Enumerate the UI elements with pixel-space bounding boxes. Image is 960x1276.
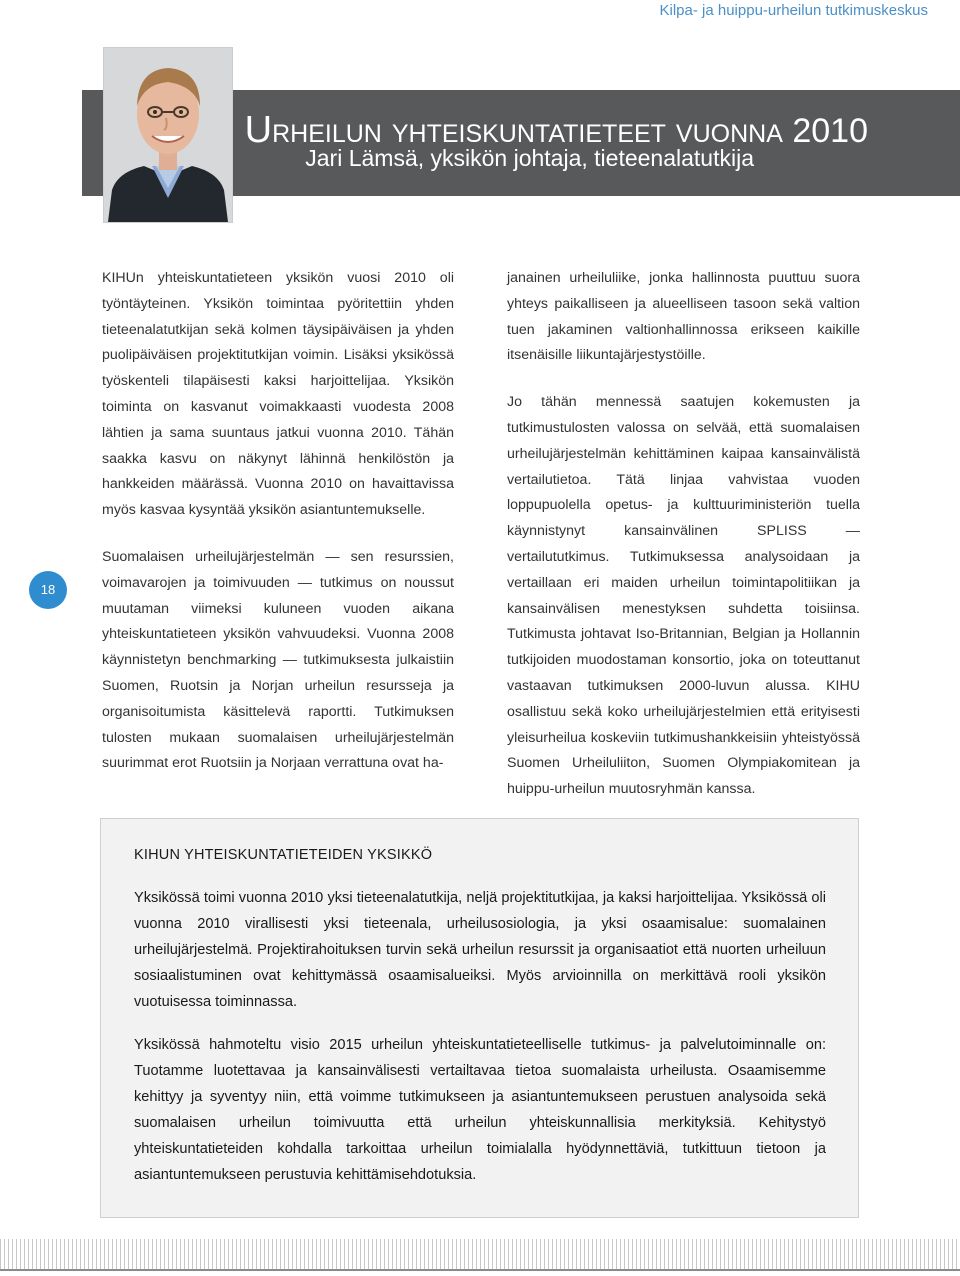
page-title-text: rheilun yhteiskuntatieteet vuonna (272, 109, 783, 150)
right-paragraph: Jo tähän mennessä saatujen kokemusten ja tutkimustulosten valossa on selvää, että suomalaisen urheilujärjestelmän kehittäminen kaipaa kansainvälistä vertailutietoa. Tätä linjaa vahvistaa vuoden loppupuolella opetus- ja kulttuuriministeriön tuella käynnistynyt kansainvälinen SPLISS — vertailututkimus. Tutkimuksessa analysoidaan ja vertaillaan eri maiden urheilun toimintapolitiikan ja kansainvälisen menestyksen suhdetta toisiinsa. Tutkimusta johtavat Iso-Britannian, Belgian ja Hollannin tutkijoiden muodostaman konsortio, joka on toteuttanut vastaavan tutkimuksen 2000-luvun alussa. KIHU osallistuu sekä koko urheilujärjestelmien että erityisesti yleisurheilua koskeviin tutkimushankkeisiin yhteistyössä Suomen Urheiluliiton, Suomen Olympiakomitean ja huippu-urheilun muutosryhmän kanssa. (507, 394, 860, 798)
right-column (507, 266, 860, 803)
left-column (102, 266, 454, 777)
page-number-badge: 18 (29, 571, 67, 609)
info-box-paragraph: Yksikössä hahmoteltu visio 2015 urheilun yhteiskuntatieteelliselle tutkimus- ja palvelutoiminnalle on: Tuotamme luotettavaa ja kansainvälisesti vertailtavaa tietoa suomalaista urheilusta. Osaamisemme kehittyy ja syventyy niin, että voimme tutkimukseen ja asiantuntemukseen perustuen analysoida sekä suomalaisen urheilun toimivuutta että urheilun yhteiskunnallisia merkityksiä. Kehitystyö yhteiskuntatieteiden kohdalla tarkoittaa urheilun toimialalla hyödynnettäviä, tutkittuun tietoon ja asiantuntemukseen perustuvia kehittämisehdotuksia. (134, 1037, 826, 1183)
footer-rule (0, 1269, 960, 1271)
left-paragraph: KIHUn yhteiskuntatieteen yksikön vuosi 2010 oli työntäyteinen. Yksikön toimintaa pyöritettiin yhden tieteenalatutkijan sekä kolmen täysipäiväisen ja yhden puolipäiväisen projektitutkijan voimin. Lisäksi yksikössä työskenteli tilapäisesti kaksi harjoittelijaa. Yksikön toiminta on kasvanut voimakkaasti vuodesta 2008 lähtien ja sama suuntaus jatkui vuonna 2010. Tähän saakka kasvu on näkynyt lähinnä henkilöstön ja hankkeiden määrässä. Vuonna 2010 on havaittavissa myös kasvaa kysyntää yksikön asiantuntemukselle. (102, 270, 454, 519)
page-subtitle: Jari Lämsä, yksikön johtaja, tieteenalatutkija (305, 145, 754, 171)
info-box-paragraph: Yksikössä toimi vuonna 2010 yksi tieteenalatutkija, neljä projektitutkijaa, ja kaksi harjoittelijaa. Yksikössä oli vuonna 2010 virallisesti yksi tieteenala, urheilusosiologia, ja yksi osaamisalue: suomalainen urheilujärjestelmä. Projektirahoituksen turvin sekä urheilun resurssit ja organisaatiot että nuorten urheiluun sosiaalistuminen ovat kehittymässä osaamisalueiksi. Myös arvioinnilla on merkittävä rooli yksikön vuotuisessa toiminnassa. (134, 890, 826, 1010)
info-box (100, 818, 859, 1218)
page-title-year: 2010 (792, 112, 868, 150)
author-portrait-image (104, 48, 232, 222)
left-paragraph: Suomalaisen urheilujärjestelmän — sen resurssien, voimavarojen ja toimivuuden — tutkimus on noussut muutaman viimeksi kuluneen vuoden aikana yhteiskuntatieteen yksikön vahvuudeksi. Vuonna 2008 käynnistetyn benchmarking — tutkimuksesta julkaistiin Suomen, Ruotsin ja Norjan urheilun resursseja ja organisoitumista käsittelevä raportti. Tutkimuksen tulosten mukaan suomalaisen urheilujärjestelmän suurimmat erot Ruotsiin ja Norjaan verrattuna ovat ha- (102, 548, 454, 772)
author-photo (103, 47, 233, 223)
header-label: Kilpa- ja huippu-urheilun tutkimuskeskus (659, 2, 928, 19)
page-title-initial: U (244, 109, 273, 151)
right-paragraph: janainen urheiluliike, jonka hallinnosta puuttuu suora yhteys paikalliseen ja alueelliseen tasoon sekä valtion tuen jakaminen valtionhallinnossa erikseen kaikille itsenäisille liikuntajärjestystöille. (507, 270, 860, 364)
footer-ruler (0, 1239, 960, 1269)
info-box-title: KIHUN YHTEISKUNTATIETEIDEN YKSIKKÖ (134, 847, 433, 863)
